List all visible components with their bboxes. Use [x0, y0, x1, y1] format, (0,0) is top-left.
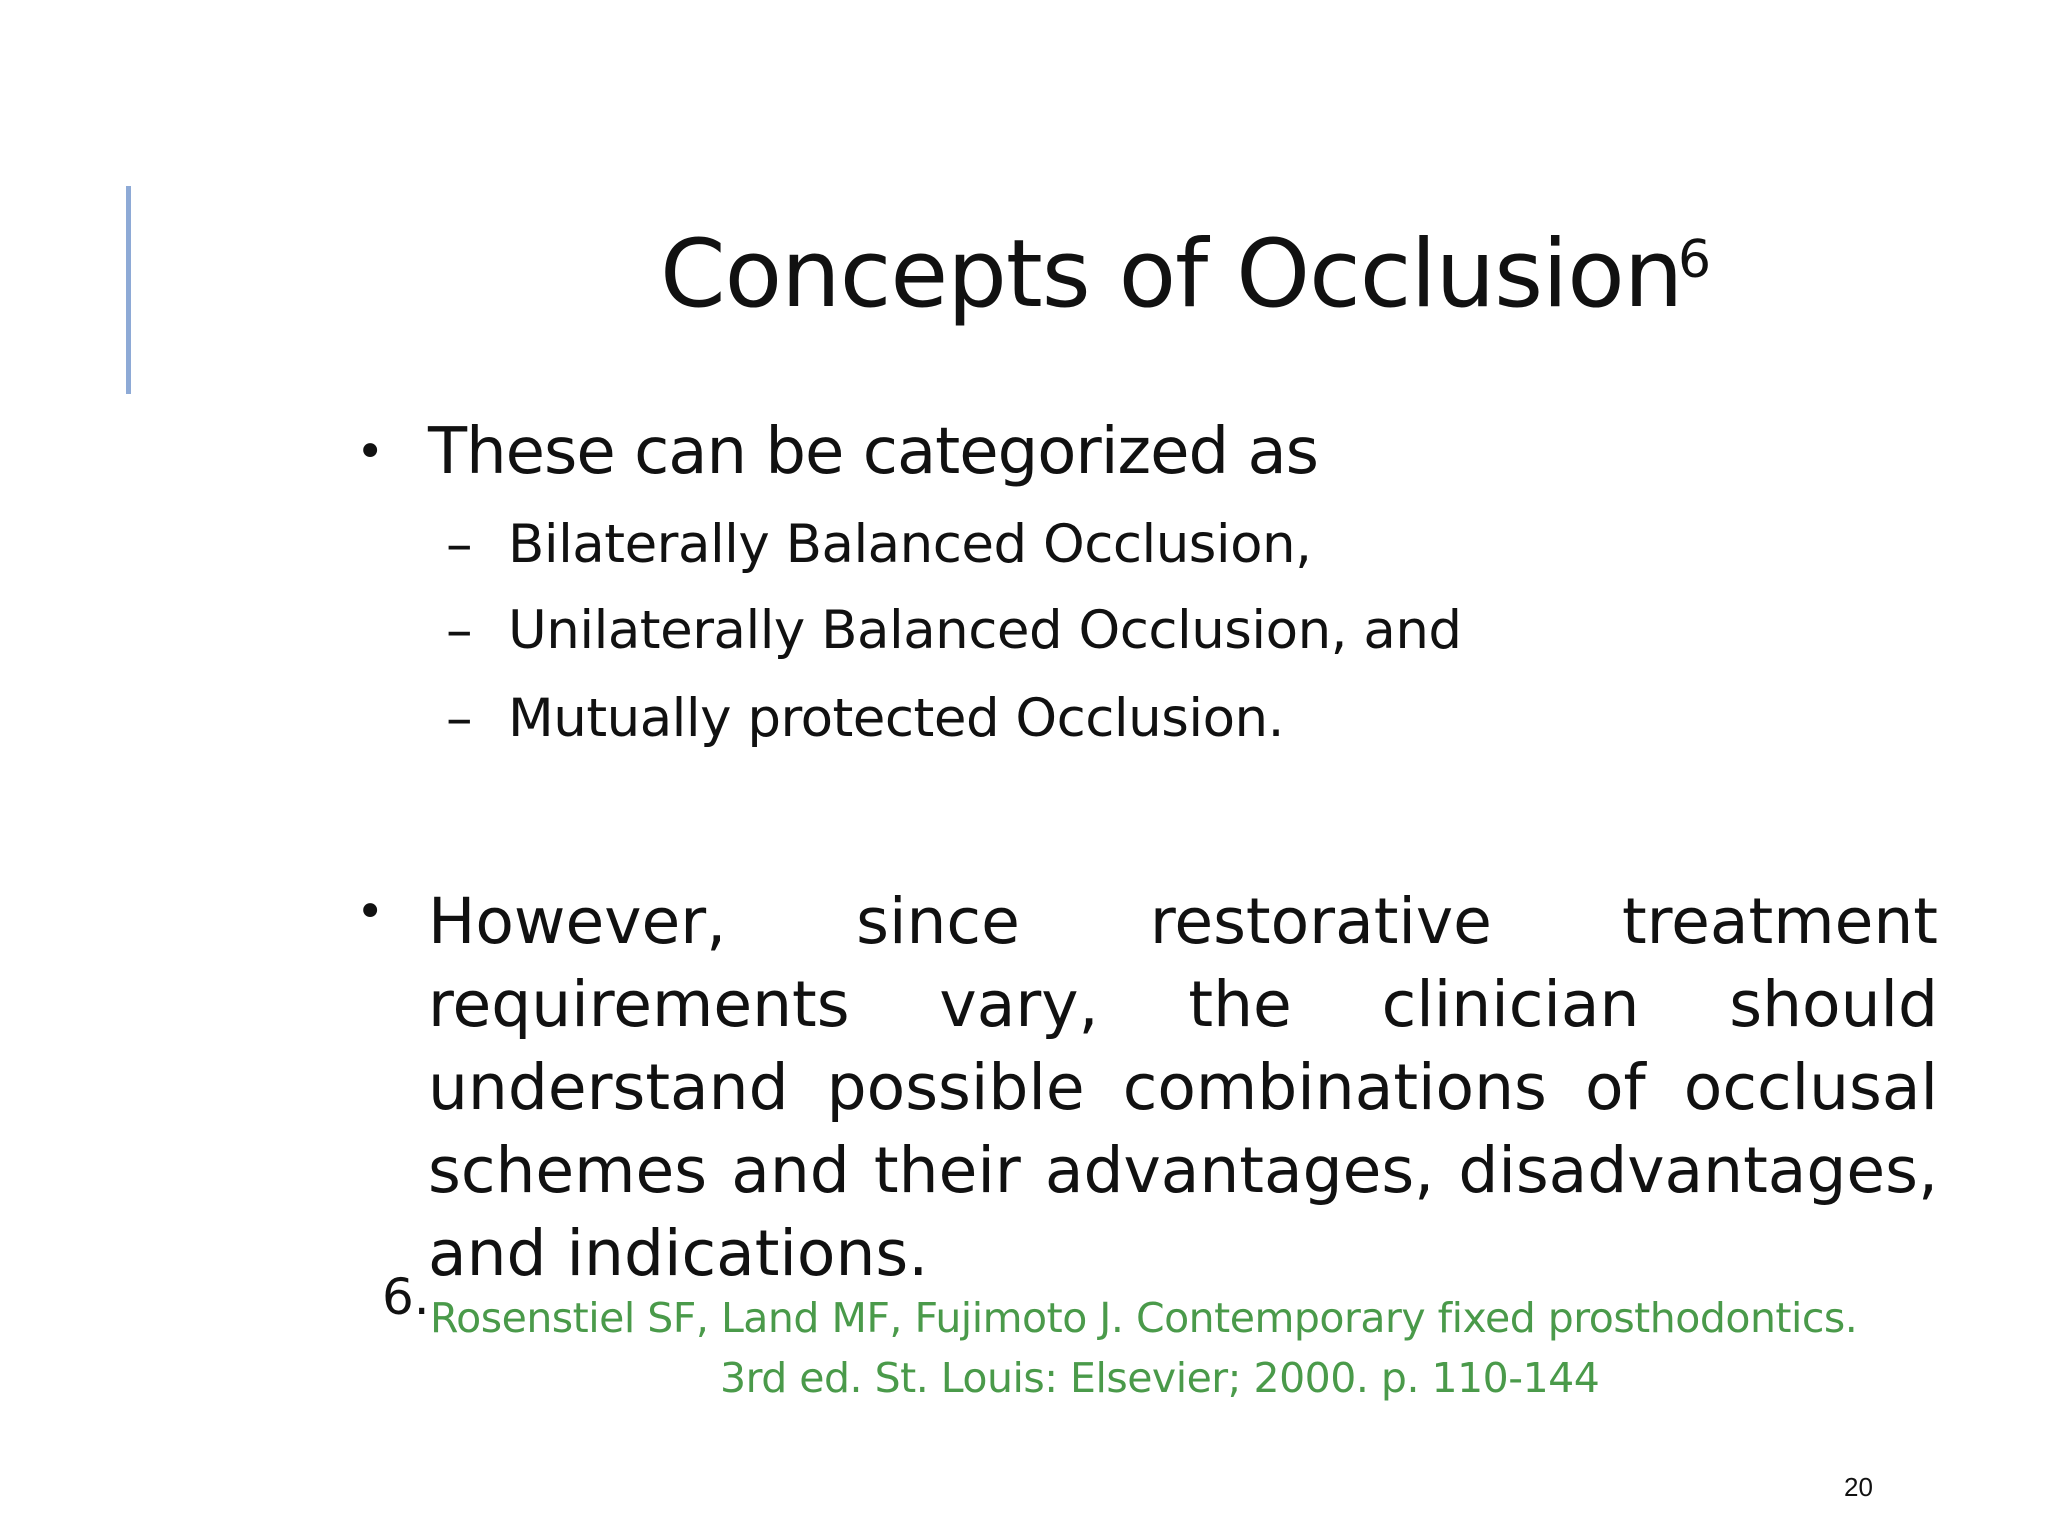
- reference-line-1: Rosenstiel SF, Land MF, Fujimoto J. Contemporary fixed prosthodontics.: [430, 1294, 1858, 1342]
- sub-item-text: Unilaterally Balanced Occlusion, and: [508, 600, 1462, 661]
- sub-item-dash: –: [446, 600, 472, 661]
- sub-item-bilateral: [446, 514, 1312, 575]
- slide-title: Concepts of Occlusion: [660, 220, 1683, 329]
- sub-item-text: Mutually protected Occlusion.: [508, 688, 1284, 749]
- title-superscript: 6: [1678, 230, 1712, 290]
- reference-number: 6.: [382, 1268, 430, 1326]
- bullet-marker-1: •: [356, 424, 385, 480]
- page-number: 20: [1844, 1472, 1873, 1502]
- accent-bar: [126, 186, 131, 394]
- sub-item-mutually-protected: [446, 688, 1284, 749]
- sub-item-unilateral: [446, 600, 1462, 661]
- bullet-text-1: These can be categorized as: [428, 415, 1318, 489]
- reference-line-2: 3rd ed. St. Louis: Elsevier; 2000. p. 110-144: [720, 1354, 1600, 1402]
- sub-item-text: Bilaterally Balanced Occlusion,: [508, 514, 1312, 575]
- reference-citation: [430, 1288, 1980, 1408]
- sub-item-dash: –: [446, 688, 472, 749]
- bullet-text-2: However, since restorative treatment requirements vary, the clinician should understand possible combinations of occlusal schemes and their advantages, disadvantages, and indications.: [428, 885, 1938, 1290]
- bullet-marker-2: •: [356, 884, 385, 940]
- sub-item-dash: –: [446, 514, 472, 575]
